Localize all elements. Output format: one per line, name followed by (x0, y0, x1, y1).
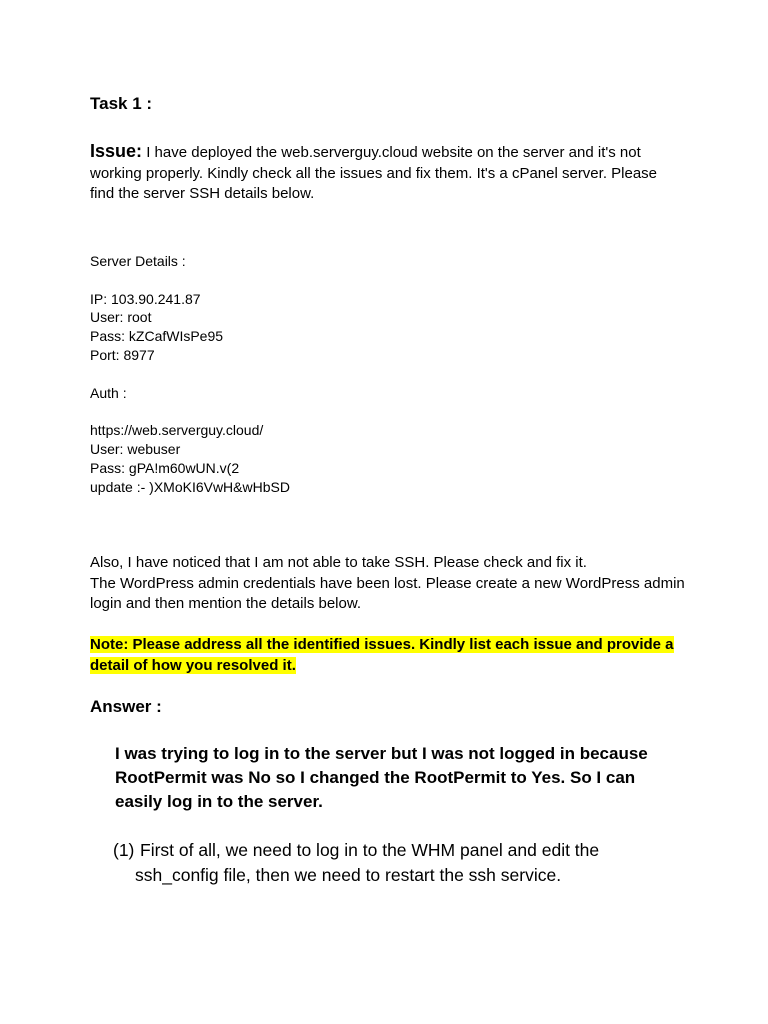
answer-line: RootPermit was No so I changed the RootPermit to Yes. So I can (115, 768, 636, 787)
note-highlight: Note: Please address all the identified issues. Kindly list each issue and provide a detail of how you resolved it. (90, 636, 674, 674)
answer-title: Answer : (90, 697, 162, 716)
server-details-heading: Server Details : (90, 253, 186, 269)
answer-line: I was trying to log in to the server but I was not logged in because (115, 744, 648, 763)
auth-pass: Pass: gPA!m60wUN.v(2 (90, 459, 240, 476)
spacer (90, 271, 290, 290)
task-title: Task 1 : (90, 94, 153, 113)
server-port: Port: 8977 (90, 346, 155, 363)
note-paragraph (90, 635, 690, 676)
answer-line: easily log in to the server. (115, 792, 323, 811)
step-first-line (113, 838, 633, 863)
answer-paragraph (115, 742, 685, 814)
step-continuation: ssh_config file, then we need to restart the ssh service. (135, 865, 562, 885)
auth-user: User: webuser (90, 440, 181, 457)
server-user: User: root (90, 309, 152, 326)
spacer (90, 365, 290, 384)
notice-wordpress: The WordPress admin credentials have been lost. Please create a new WordPress admin login and then mention the details below. (90, 574, 685, 612)
server-ip: IP: 103.90.241.87 (90, 290, 201, 307)
notice-ssh: Also, I have noticed that I am not able to take SSH. Please check and fix it. (90, 554, 587, 571)
issue-paragraph (90, 141, 680, 205)
step-number: (1) (113, 840, 135, 860)
server-details-block (90, 252, 290, 496)
notice-paragraph (90, 553, 690, 615)
step-item (113, 838, 633, 888)
auth-heading: Auth : (90, 384, 127, 401)
auth-update: update :- )XMoKI6VwH&wHbSD (90, 478, 290, 495)
issue-label: Issue: (90, 141, 143, 161)
spacer (90, 402, 290, 421)
server-pass: Pass: kZCafWIsPe95 (90, 328, 224, 345)
issue-text: I have deployed the web.serverguy.cloud website on the server and it's not working properly. Kindly check all the issues and fix them. It's a cPanel server. Please find the server SSH details below. (90, 144, 658, 202)
auth-url: https://web.serverguy.cloud/ (90, 422, 264, 439)
step-text: First of all, we need to log in to the WHM panel and edit the (140, 840, 600, 860)
